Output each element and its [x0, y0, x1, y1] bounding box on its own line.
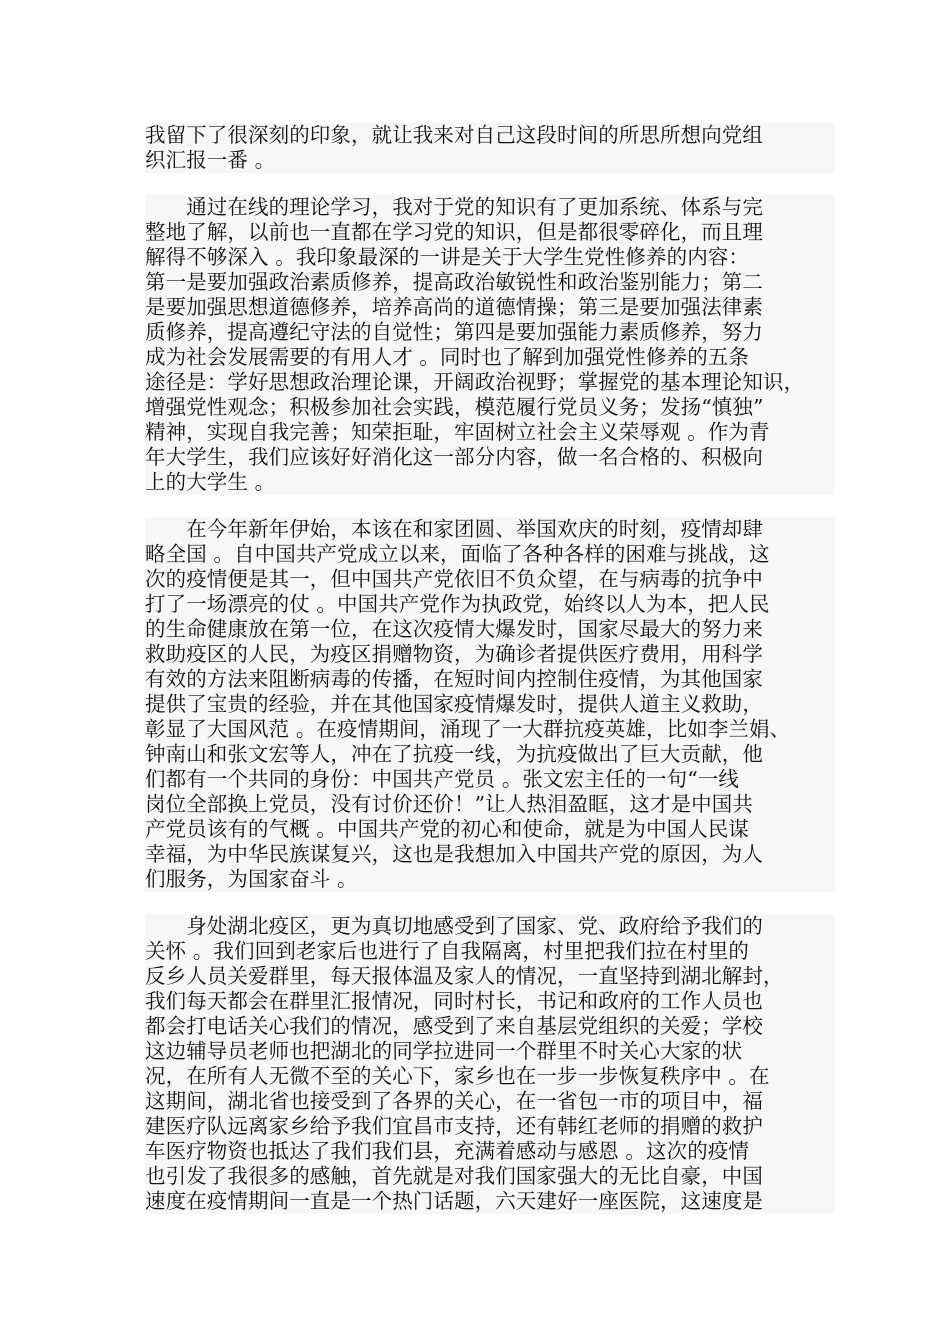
text-line: 的生命健康放在第一位，在这次疫情大爆发时，国家尽最大的努力来 [145, 617, 835, 642]
paragraph [145, 195, 835, 495]
text-line: 次的疫情便是其一，但中国共产党依旧不负众望，在与病毒的抗争中 [145, 567, 835, 592]
text-line: 成为社会发展需要的有用人才 。同时也了解到加强党性修养的五条 [145, 345, 835, 370]
text-line: 通过在线的理论学习，我对于党的知识有了更加系统、体系与完 [145, 195, 835, 220]
text-line: 途径是：学好思想政治理论课，开阔政治视野；掌握党的基本理论知识， [145, 370, 835, 395]
text-line: 这边辅导员老师也把湖北的同学拉进同一个群里不时关心大家的状 [145, 1039, 835, 1064]
text-line: 打了一场漂亮的仗 。中国共产党作为执政党，始终以人为本，把人民 [145, 592, 835, 617]
paragraph-spacer [145, 495, 835, 517]
text-line: 织汇报一番 。 [145, 148, 835, 173]
text-line: 速度在疫情期间一直是一个热门话题，六天建好一座医院，这速度是 [145, 1189, 835, 1214]
text-line: 年大学生，我们应该好好消化这一部分内容，做一名合格的、积极向 [145, 445, 835, 470]
text-line: 救助疫区的人民，为疫区捐赠物资，为确诊者提供医疗费用，用科学 [145, 642, 835, 667]
text-line: 在今年新年伊始，本该在和家团圆、举国欢庆的时刻，疫情却肆 [145, 517, 835, 542]
text-line: 这期间，湖北省也接受到了各界的关心，在一省包一市的项目中，福 [145, 1089, 835, 1114]
text-line: 是要加强思想道德修养，培养高尚的道德情操；第三是要加强法律素 [145, 295, 835, 320]
text-line: 钟南山和张文宏等人，冲在了抗疫一线，为抗疫做出了巨大贡献，他 [145, 742, 835, 767]
text-line: 幸福，为中华民族谋复兴，这也是我想加入中国共产党的原因，为人 [145, 842, 835, 867]
text-line: 身处湖北疫区，更为真切地感受到了国家、党、政府给予我们的 [145, 914, 835, 939]
text-line: 整地了解，以前也一直都在学习党的知识，但是都很零碎化，而且理 [145, 220, 835, 245]
text-line: 有效的方法来阻断病毒的传播，在短时间内控制住疫情，为其他国家 [145, 667, 835, 692]
text-line: 建医疗队远离家乡给予我们宜昌市支持，还有韩红老师的捐赠的救护 [145, 1114, 835, 1139]
paragraph-spacer [145, 173, 835, 195]
text-line: 彰显了大国风范 。在疫情期间，涌现了一大群抗疫英雄，比如李兰娟、 [145, 717, 835, 742]
paragraph [145, 123, 835, 173]
paragraph [145, 914, 835, 1214]
text-line: 提供了宝贵的经验，并在其他国家疫情爆发时，提供人道主义救助， [145, 692, 835, 717]
text-line: 关怀 。我们回到老家后也进行了自我隔离，村里把我们拉在村里的 [145, 939, 835, 964]
document-body [145, 123, 835, 1214]
text-line: 岗位全部换上党员，没有讨价还价！”让人热泪盈眶，这才是中国共 [145, 792, 835, 817]
paragraph-spacer [145, 892, 835, 914]
text-line: 增强党性观念；积极参加社会实践，模范履行党员义务；发扬“慎独” [145, 395, 835, 420]
text-line: 都会打电话关心我们的情况，感受到了来自基层党组织的关爱；学校 [145, 1014, 835, 1039]
text-line: 我留下了很深刻的印象，就让我来对自己这段时间的所思所想向党组 [145, 123, 835, 148]
text-line: 我们每天都会在群里汇报情况，同时村长，书记和政府的工作人员也 [145, 989, 835, 1014]
text-line: 产党员该有的气概 。中国共产党的初心和使命，就是为中国人民谋 [145, 817, 835, 842]
text-line: 反乡人员关爱群里，每天报体温及家人的情况，一直坚持到湖北解封， [145, 964, 835, 989]
text-line: 第一是要加强政治素质修养，提高政治敏锐性和政治鉴别能力；第二 [145, 270, 835, 295]
text-line: 们服务，为国家奋斗 。 [145, 867, 835, 892]
text-line: 略全国 。自中国共产党成立以来，面临了各种各样的困难与挑战，这 [145, 542, 835, 567]
paragraph [145, 517, 835, 892]
text-line: 上的大学生 。 [145, 470, 835, 495]
text-line: 也引发了我很多的感触，首先就是对我们国家强大的无比自豪，中国 [145, 1164, 835, 1189]
text-line: 质修养，提高遵纪守法的自觉性；第四是要加强能力素质修养，努力 [145, 320, 835, 345]
text-line: 精神，实现自我完善；知荣拒耻，牢固树立社会主义荣辱观 。作为青 [145, 420, 835, 445]
text-line: 解得不够深入 。我印象最深的一讲是关于大学生党性修养的内容： [145, 245, 835, 270]
text-line: 车医疗物资也抵达了我们我们县，充满着感动与感恩 。这次的疫情 [145, 1139, 835, 1164]
text-line: 况，在所有人无微不至的关心下，家乡也在一步一步恢复秩序中 。在 [145, 1064, 835, 1089]
text-line: 们都有一个共同的身份：中国共产党员 。张文宏主任的一句“一线 [145, 767, 835, 792]
